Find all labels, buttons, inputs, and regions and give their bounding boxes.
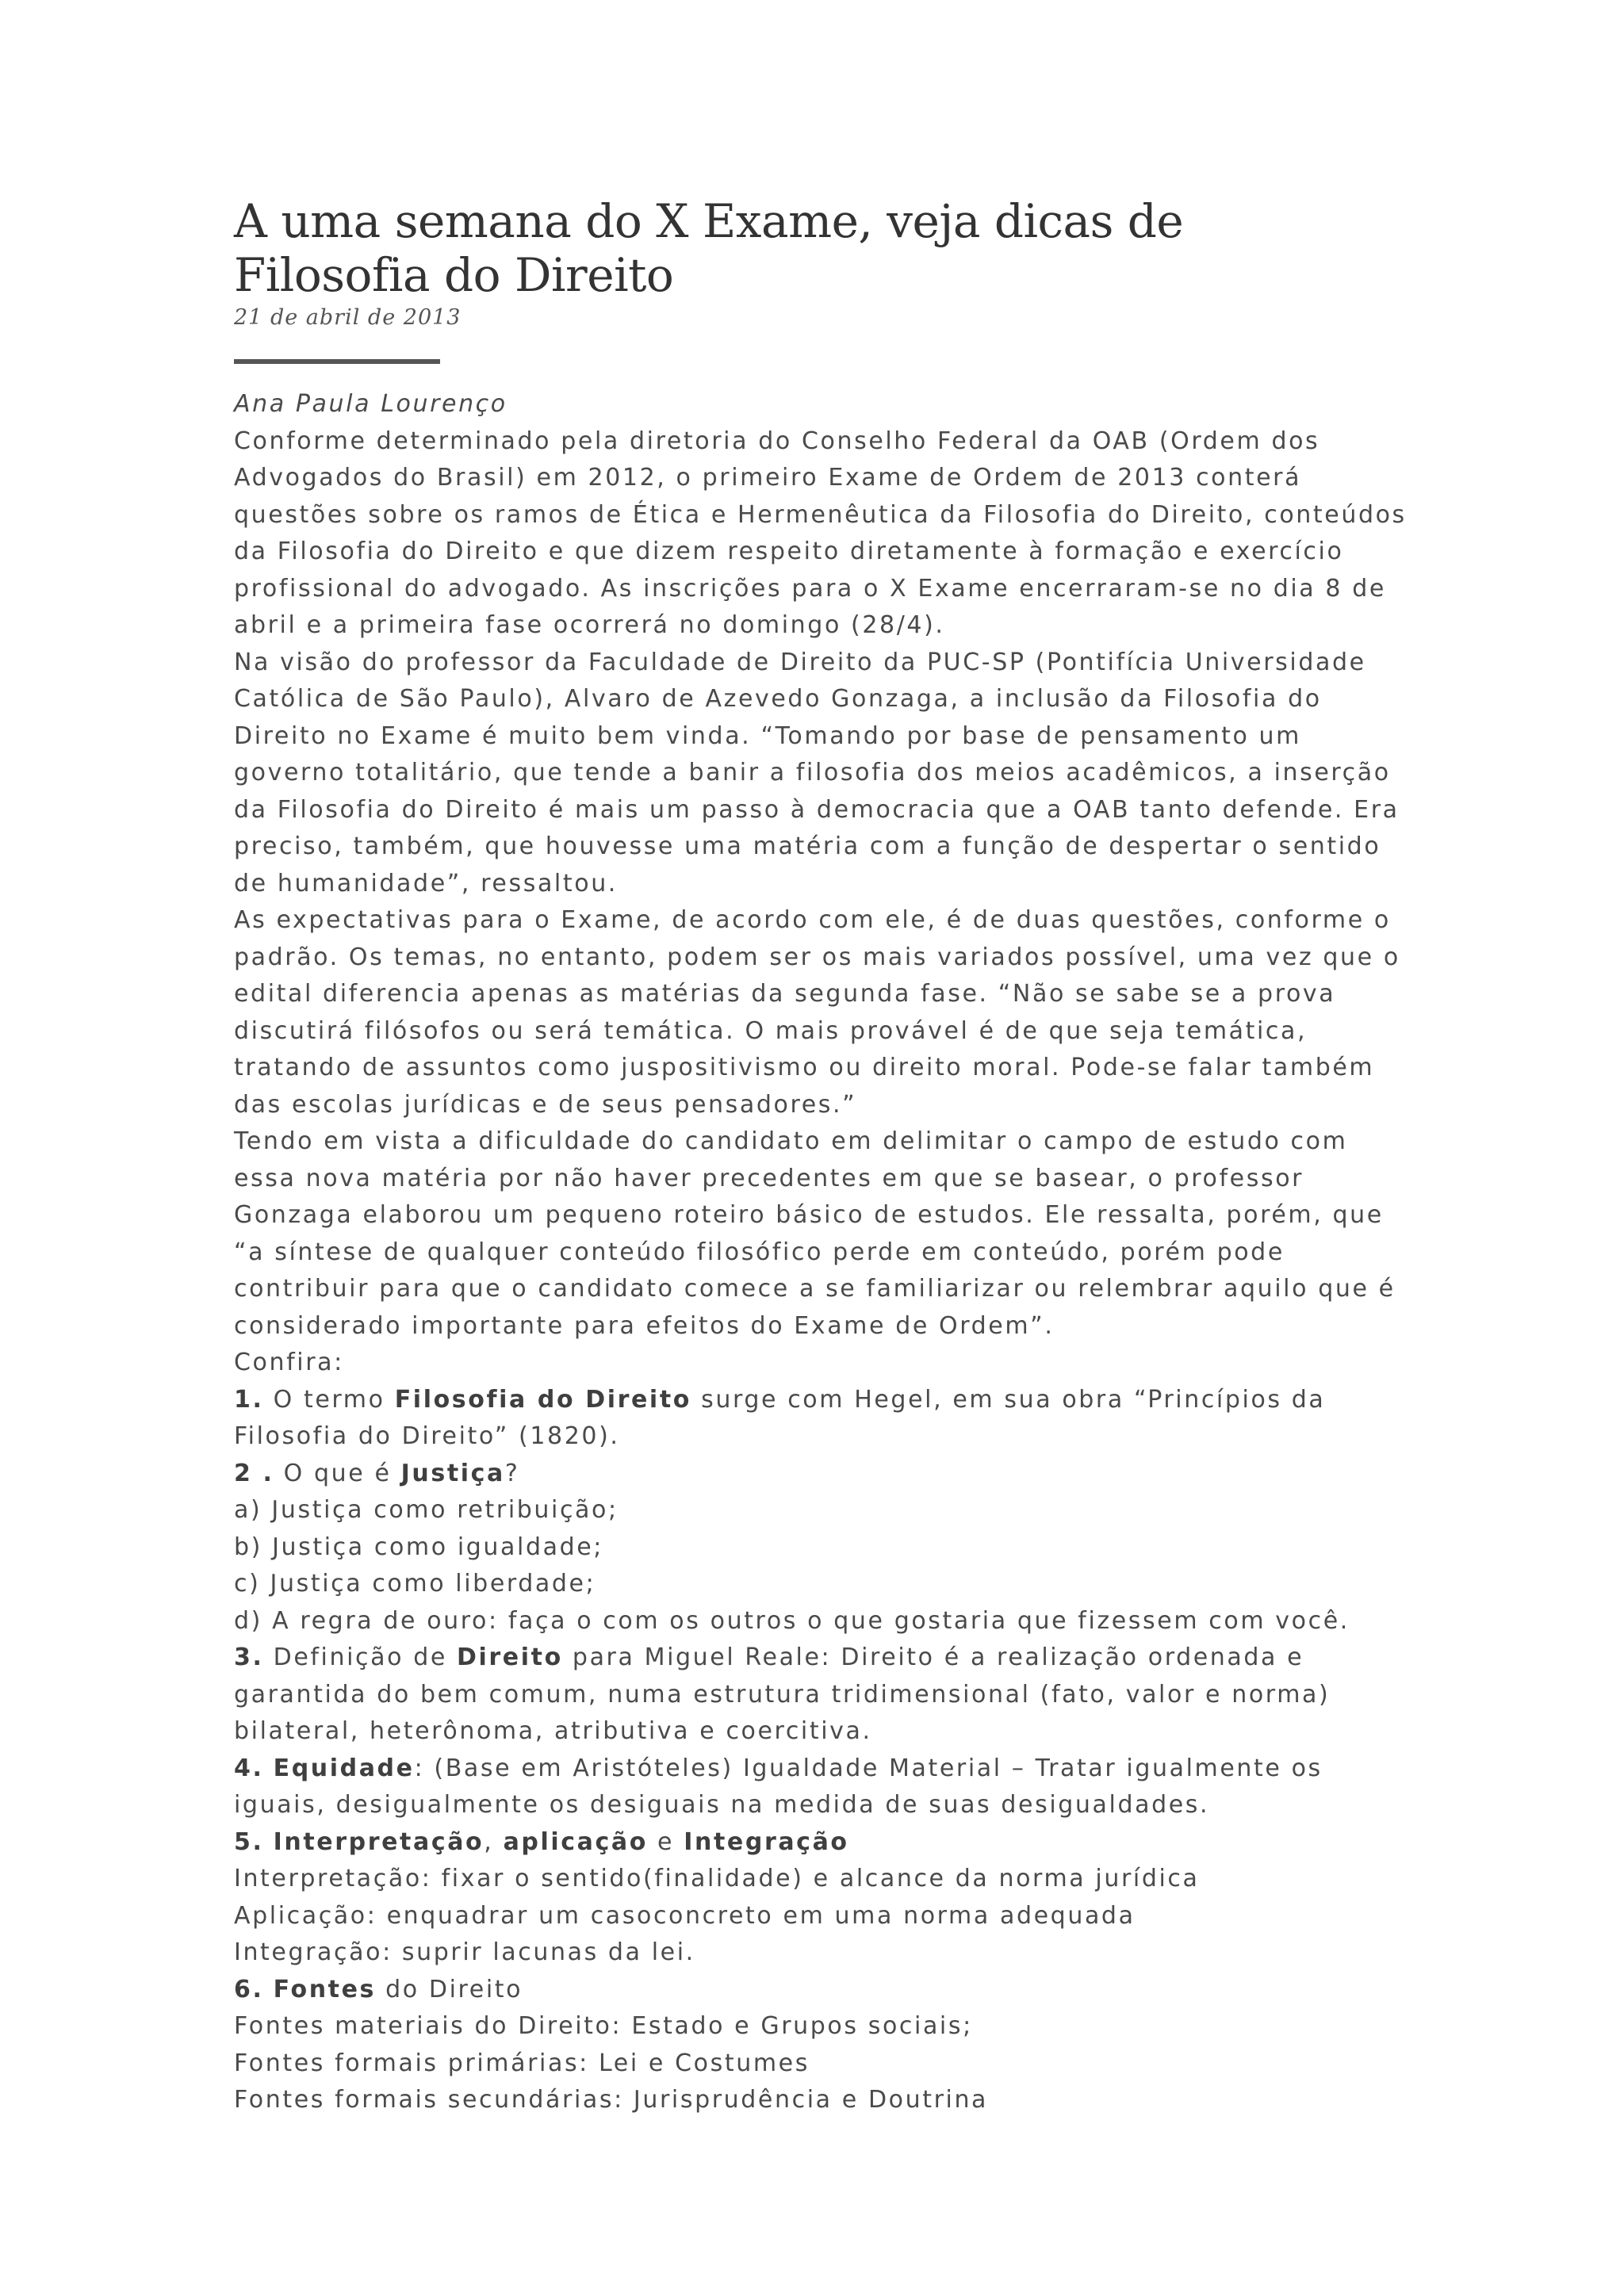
item-5-line-3: Integração: suprir lacunas da lei.	[234, 1938, 695, 1966]
item-5-bold-3: Integração	[684, 1827, 849, 1856]
item-3-bold: Direito	[457, 1644, 563, 1671]
item-2	[234, 1456, 1415, 1493]
item-6-line-3: Fontes formais secundárias: Jurisprudência e Doutrina	[234, 2086, 989, 2114]
article-body	[234, 386, 1415, 2119]
item-6-bold: Fontes	[273, 1975, 377, 2003]
title-line-1: A uma semana do X Exame, veja dicas de	[234, 194, 1184, 248]
item-5	[234, 1824, 1415, 1862]
article-author: Ana Paula Lourenço	[234, 390, 508, 418]
title-line-2: Filosofia do Direito	[234, 248, 674, 302]
title-divider	[234, 359, 440, 364]
item-4-number: 4.	[234, 1754, 264, 1782]
item-4	[234, 1751, 1415, 1824]
confira-label: Confira:	[234, 1349, 344, 1376]
item-5-bold-2: aplicação	[503, 1827, 648, 1856]
item-5-bold-1: Interpretação	[273, 1827, 485, 1856]
item-6-line-1: Fontes materiais do Direito: Estado e Grupos sociais;	[234, 2012, 973, 2040]
item-5-line-1: Interpretação: fixar o sentido(finalidade) e alcance da norma jurídica	[234, 1865, 1200, 1892]
item-1	[234, 1382, 1415, 1456]
item-4-text-b: : (Base em Aristóteles) Igualdade Material – Tratar igualmente os iguais, desigualmente os desiguais na medida de suas desigualdades.	[234, 1754, 1323, 1819]
item-1-text-b: surge com Hegel, em sua obra “Princípios da Filosofia do Direito” (1820).	[234, 1385, 1326, 1450]
item-3-text-a: Definição de	[263, 1644, 458, 1671]
item-6-number: 6.	[234, 1975, 264, 2003]
item-2-option-c: c) Justiça como liberdade;	[234, 1570, 596, 1598]
item-3-number: 3.	[234, 1644, 264, 1671]
item-6	[234, 1972, 1415, 2009]
item-4-bold: Equidade	[273, 1754, 415, 1782]
paragraph-2: Na visão do professor da Faculdade de Direito da PUC-SP (Pontifícia Universidade Católica de São Paulo), Alvaro de Azevedo Gonzaga, a inclusão da Filosofia do Direito no Exame é muito bem vinda. “Tomando por base de pensamento um governo totalitário, que tende a banir a filosofia dos meios acadêmicos, a inserção da Filosofia do Direito é mais um passo à democracia que a OAB tanto defende. Era preciso, também, que houvesse uma matéria com a função de despertar o sentido de humanidade”, ressaltou.	[234, 648, 1400, 897]
item-2-option-a: a) Justiça como retribuição;	[234, 1496, 619, 1524]
item-5-number: 5.	[234, 1827, 264, 1856]
article-title	[234, 194, 1415, 302]
item-2-text-a: O que é	[274, 1459, 401, 1487]
item-1-number: 1.	[234, 1385, 264, 1414]
item-1-text-a: O termo	[263, 1385, 395, 1414]
item-3	[234, 1640, 1415, 1751]
paragraph-3: As expectativas para o Exame, de acordo com ele, é de duas questões, conforme o padrão. Os temas, no entanto, podem ser os mais variados possível, uma vez que o edital diferencia apenas as matérias da segunda fase. “Não se sabe se a prova discutirá filósofos ou será temática. O mais provável é de que seja temática, tratando de assuntos como juspositivismo ou direito moral. Pode-se falar também das escolas jurídicas e de seus pensadores.”	[234, 906, 1400, 1119]
item-6-text-b: do Direito	[376, 1975, 523, 2003]
paragraph-4: Tendo em vista a dificuldade do candidato em delimitar o campo de estudo com essa nova matéria por não haver precedentes em que se basear, o professor Gonzaga elaborou um pequeno roteiro básico de estudos. Ele ressalta, porém, que “a síntese de qualquer conteúdo filosófico perde em conteúdo, porém pode contribuir para que o candidato comece a se familiarizar ou relembrar aquilo que é considerado importante para efeitos do Exame de Ordem”.	[234, 1127, 1396, 1340]
item-5-line-2: Aplicação: enquadrar um casoconcreto em uma norma adequada	[234, 1901, 1136, 1930]
item-2-bold: Justiça	[400, 1459, 505, 1487]
item-5-sep-2: e	[647, 1827, 684, 1856]
item-2-number: 2 .	[234, 1459, 274, 1487]
item-1-bold: Filosofia do Direito	[394, 1385, 691, 1414]
item-5-sep-1: ,	[484, 1827, 504, 1856]
item-6-line-2: Fontes formais primárias: Lei e Costumes	[234, 2049, 810, 2077]
paragraph-1: Conforme determinado pela diretoria do Conselho Federal da OAB (Ordem dos Advogados do Brasil) em 2012, o primeiro Exame de Ordem de 2013 conterá questões sobre os ramos de Ética e Hermenêutica da Filosofia do Direito, conteúdos da Filosofia do Direito e que dizem respeito diretamente à formação e exercício profissional do advogado. As inscrições para o X Exame encerraram-se no dia 8 de abril e a primeira fase ocorrerá no domingo (28/4).	[234, 427, 1407, 639]
item-3-text-b: para Miguel Reale: Direito é a realização ordenada e garantida do bem comum, numa estrutura tridimensional (fato, valor e norma) bilateral, heterônoma, atributiva e coercitiva.	[234, 1644, 1331, 1745]
article-date: 21 de abril de 2013	[234, 305, 462, 330]
article	[234, 194, 1415, 2119]
item-2-text-b: ?	[504, 1459, 520, 1487]
item-2-option-d: d) A regra de ouro: faça o com os outros o que gostaria que fizessem com você.	[234, 1606, 1350, 1635]
item-2-option-b: b) Justiça como igualdade;	[234, 1533, 603, 1561]
